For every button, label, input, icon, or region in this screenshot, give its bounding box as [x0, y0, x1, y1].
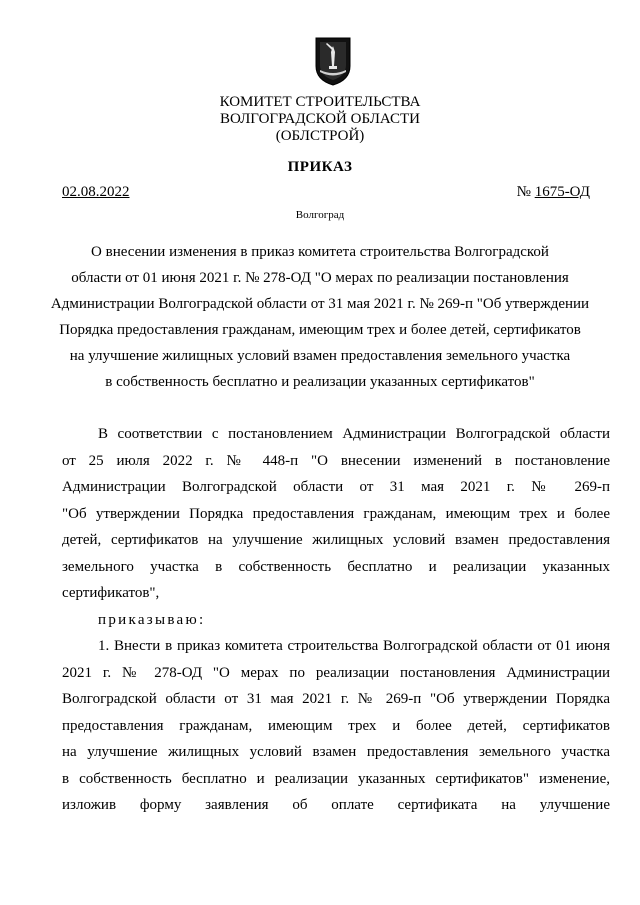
body-line: в собственность бесплатно и реализации указанных сертификатов" изменение, [62, 770, 610, 787]
body-line: 2021 г. № 278-ОД "О мерах по реализации постановления Администрации [62, 664, 610, 681]
body-line: Администрации Волгоградской области от 31 мая 2021 г. № 269-п [62, 479, 610, 495]
body-line: изложив форму заявления об оплате сертификата на улучшение [62, 797, 610, 813]
subject-line: на улучшение жилищных условий взамен предоставления земельного участка [69, 348, 571, 364]
org-line: (ОБЛСТРОЙ) [275, 128, 365, 144]
body-line: сертификатов", [62, 585, 160, 601]
document-subject [40, 239, 600, 395]
body-line: от 25 июля 2022 г. № 448-п "О внесении изменений в постановление [62, 452, 610, 469]
body-line: 1. Внести в приказ комитета строительства Волгоградской области от 01 июня [98, 638, 610, 654]
subject-line: О внесении изменения в приказ комитета строительства Волгоградской [91, 244, 549, 260]
subject-line: области от 01 июня 2021 г. № 278-ОД "О мерах по реализации постановления [71, 270, 569, 286]
document-body [62, 421, 610, 819]
subject-line: Администрации Волгоградской области от 31 мая 2021 г. № 269-п "Об утверждении [50, 296, 590, 312]
body-line: на улучшение жилищных условий взамен предоставления земельного участка [62, 744, 610, 760]
body-line: В соответствии с постановлением Администрации Волгоградской области [98, 426, 610, 442]
org-line: КОМИТЕТ СТРОИТЕЛЬСТВА [219, 94, 421, 110]
document-number [517, 184, 590, 201]
coat-of-arms-icon [312, 36, 354, 86]
number-value: 1675-ОД [534, 184, 590, 200]
subject-line: в собственность бесплатно и реализации указанных сертификатов" [105, 374, 535, 390]
organization-name [0, 94, 640, 145]
body-line: предоставления гражданам, имеющим трех и более детей, сертификатов [62, 717, 610, 734]
document-date: 02.08.2022 [62, 184, 130, 200]
city: Волгоград [295, 209, 345, 221]
body-line: детей, сертификатов на улучшение жилищных условий взамен предоставления [62, 532, 610, 548]
number-prefix: № [516, 184, 531, 200]
subject-line: Порядка предоставления гражданам, имеющим трех и более детей, сертификатов [59, 322, 581, 338]
order-verb: приказываю: [98, 611, 206, 628]
body-line: "Об утверждении Порядка предоставления гражданам, имеющим трех и более [62, 505, 610, 522]
body-line: земельного участка в собственность бесплатно и реализации указанных [62, 558, 610, 575]
org-line: ВОЛГОГРАДСКОЙ ОБЛАСТИ [220, 111, 420, 127]
body-line: Волгоградской области от 31 мая 2021 г. № 269-п "Об утверждении Порядка [62, 691, 610, 707]
document-type: ПРИКАЗ [287, 159, 353, 175]
